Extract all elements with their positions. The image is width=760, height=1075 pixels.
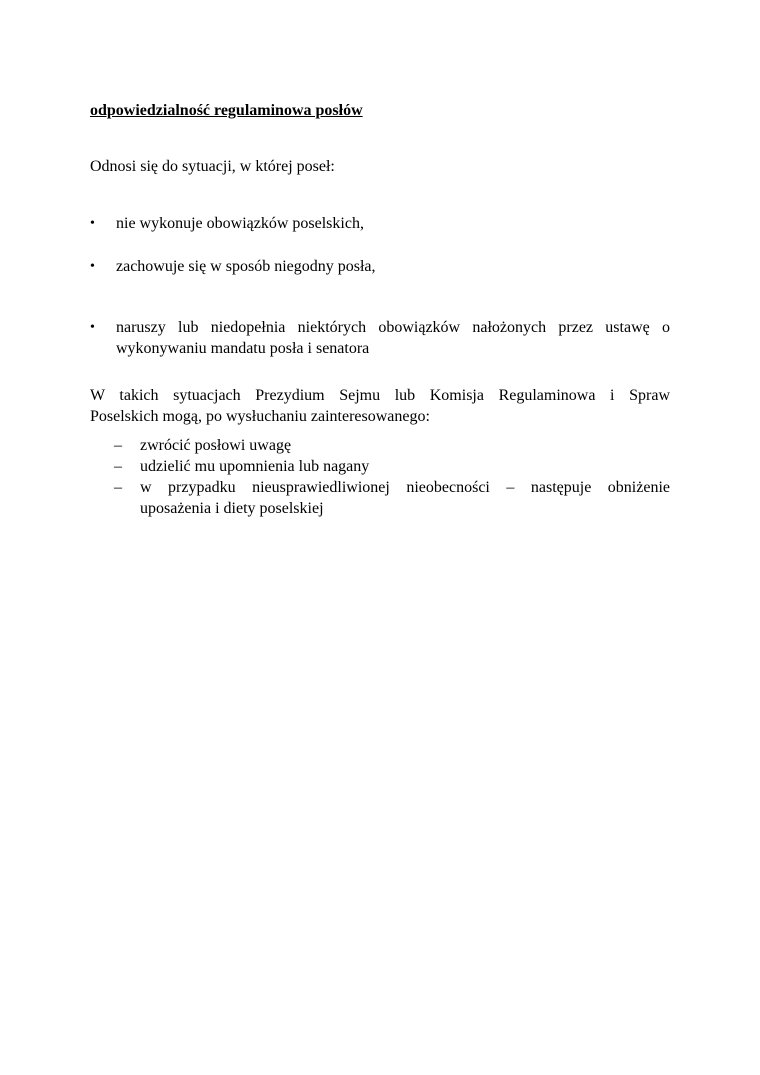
dash-icon: – xyxy=(114,458,122,475)
paragraph-line: W takich sytuacjach Prezydium Sejmu lub Komisja Regulaminowa i Spraw xyxy=(90,387,670,404)
bullet-icon: • xyxy=(90,320,95,335)
bullet-text: nie wykonuje obowiązków poselskich, xyxy=(116,215,364,232)
document-title: odpowiedzialność regulaminowa posłów xyxy=(90,102,363,119)
list-item xyxy=(90,456,670,477)
list-item xyxy=(90,317,670,359)
sanctions-paragraph xyxy=(90,385,670,427)
dash-icon: – xyxy=(114,479,122,496)
dash-text: udzielić mu upomnienia lub nagany xyxy=(140,458,370,475)
intro-text: Odnosi się do sytuacji, w której poseł: xyxy=(90,158,335,175)
bullet-text: naruszy lub niedopełnia niektórych obowiązków nałożonych przez ustawę o wykonywaniu mandatu posła i senatora xyxy=(116,319,670,357)
dash-icon: – xyxy=(114,437,122,454)
dash-text: zwrócić posłowi uwagę xyxy=(140,437,292,454)
dash-text: w przypadku nieusprawiedliwionej nieobecności – następuje obniżenie uposażenia i diety poselskiej xyxy=(140,479,670,517)
list-item xyxy=(90,477,670,519)
paragraph-line: Poselskich mogą, po wysłuchaniu zainteresowanego: xyxy=(90,408,430,425)
bullet-text: zachowuje się w sposób niegodny posła, xyxy=(116,258,376,275)
sanctions-list xyxy=(90,435,670,519)
list-item xyxy=(90,435,670,456)
list-item xyxy=(90,213,670,234)
list-item xyxy=(90,256,670,277)
bullet-icon: • xyxy=(90,216,95,231)
bullet-icon: • xyxy=(90,259,95,274)
